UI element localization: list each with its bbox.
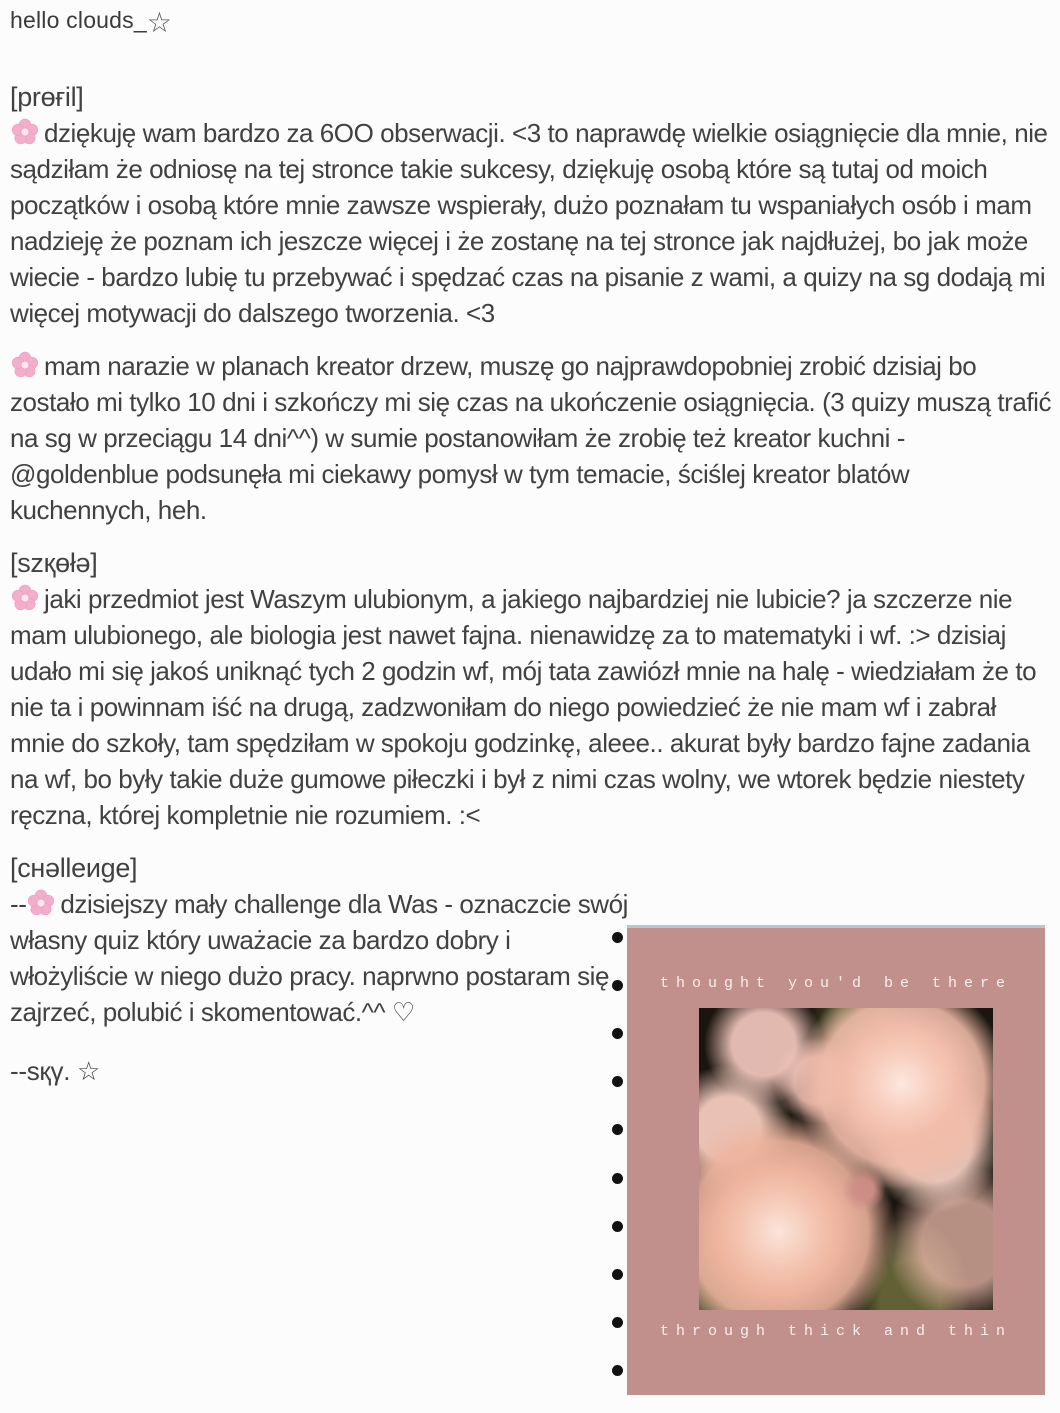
cherry-blossom-icon — [10, 350, 40, 380]
section-szkola — [10, 545, 1052, 833]
cherry-blossom-icon — [10, 117, 40, 147]
section-plans — [10, 348, 1052, 528]
section-label: [szқөłə] — [10, 548, 98, 578]
paragraph-lead: -- — [10, 889, 27, 919]
section-label: [cнəlleиge] — [10, 853, 138, 883]
card-caption-top: thought you'd be there — [659, 975, 1013, 992]
page-title — [10, 6, 1052, 39]
page-title-text: hello clouds_ — [10, 7, 147, 33]
cherry-blossom-icon — [10, 583, 40, 613]
bullet-dot — [612, 1173, 623, 1184]
paragraph — [10, 115, 1052, 331]
roses-photo — [699, 1008, 993, 1310]
bullet-dot — [612, 1124, 623, 1135]
bullet-dot — [612, 1221, 623, 1232]
bullet-dot — [612, 980, 623, 991]
bullet-dot — [612, 1028, 623, 1039]
bullet-dot — [612, 932, 623, 943]
paragraph-text: dzisiejszy mały challenge dla Was - oznaczcie swój własny quiz który uważacie za bardzo dobry i włożyliście w niego dużo pracy. naprwno postaram się zajrzeć, polubić i skomentować.^^ ♡ — [10, 889, 628, 1027]
bullet-list — [611, 932, 623, 1376]
section-profil — [10, 79, 1052, 331]
card-top-edge — [627, 925, 1045, 928]
card-caption-bottom: through thick and thin — [659, 1323, 1013, 1340]
section-label: [prөғil] — [10, 82, 84, 112]
paragraph — [10, 886, 630, 1030]
bullet-dot — [612, 1365, 623, 1376]
paragraph-text: jaki przedmiot jest Waszym ulubionym, a jakiego najbardziej nie lubicie? ja szczerze nie mam ulubionego, ale biologia jest nawet fajna. nienawidzę za to matematyki i wf. :> dzisiaj udało mi się jakoś uniknąć tych 2 godzin wf, mój tata zawiózł mnie na halę - wiedziałam że to nie ta i powinnam iść na drugą, zadzwoniłam do niego powiedzieć że nie mam wf i zabrał mnie do szkoły, tam spędziłam w spokoju godzinkę, aleee.. akurat były bardzo fajne zadania na wf, bo były takie duże gumowe piłeczki i był z nimi czas wolny, we wtorek będzie niestety ręczna, której kompletnie nie rozumiem. :< — [10, 584, 1037, 830]
bullet-dot — [612, 1317, 623, 1328]
bullet-dot — [612, 1076, 623, 1087]
paragraph — [10, 348, 1052, 528]
paragraph — [10, 581, 1052, 833]
paragraph-text: mam narazie w planach kreator drzew, muszę go najprawdopobniej zrobić dzisiaj bo zostało mi tylko 10 dni i szkończy mi się czas na ukończenie osiągnięcia. (3 quizy muszą trafić na sg w przeciągu 14 dni^^) w sumie postanowiłam że zrobię też kreator kuchni - @goldenblue podsunęła mi ciekawy pomysł w tym temacie, ściślej kreator blatów kuchennych, heh. — [10, 351, 1052, 525]
paragraph-text: dziękuję wam bardzo za 6OO obserwacji. <3 to naprawdę wielkie osiągnięcie dla mnie, nie sądziłam że odniosę na tej stronce takie sukcesy, dziękuję osobą które są tutaj od moich początków i osobą które mnie zawsze wspierały, dużo poznałam tu wspaniałych osób i mam nadzieję że poznam ich jeszcze więcej i że zostanę na tej stronce jak najdłużej, bo jak może wiecie - bardzo lubię tu przebywać i spędzać czas na pisanie z wami, a quizy na sg dodają mi więcej motywacji do dalszego tworzenia. <3 — [10, 118, 1048, 328]
signoff: --sқγ. ☆ — [10, 1056, 101, 1086]
bullet-dot — [612, 1269, 623, 1280]
star-outline-icon: ☆ — [146, 7, 173, 38]
cherry-blossom-icon — [26, 888, 56, 918]
quote-card[interactable] — [627, 925, 1045, 1395]
